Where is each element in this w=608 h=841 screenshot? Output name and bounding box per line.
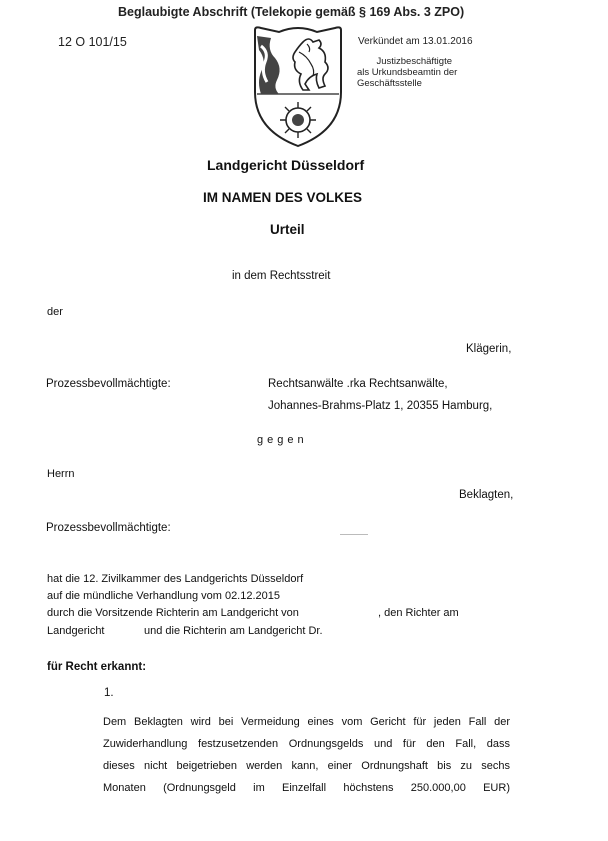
dispute-label: in dem Rechtsstreit [232,270,331,282]
announcement-date: Verkündet am 13.01.2016 [358,36,473,47]
coat-of-arms-icon [249,22,347,150]
certified-copy-label: Beglaubigte Abschrift [118,5,248,19]
fax-note: (Telekopie gemäß § 169 Abs. 3 ZPO) [247,5,465,19]
verdict-label: für Recht erkannt: [47,661,147,673]
document-header [118,5,464,19]
in-the-name-heading: IM NAMEN DES VOLKES [203,190,363,205]
paragraph-line: Dem Beklagten wird bei Vermeidung eines vom Gericht für jeden Fall der [103,716,510,728]
verdict-paragraph [103,711,510,799]
plaintiff-counsel-name: Rechtsanwälte .rka Rechtsanwälte, [268,378,448,390]
chamber-line [47,605,459,622]
plaintiff-counsel-label: Prozessbevollmächtigte: [46,378,171,390]
chamber-text: und die Richterin am Landgericht Dr. [144,624,323,637]
plaintiff-article: der [47,306,63,318]
chamber-text: durch die Vorsitzende Richterin am Landgericht von [47,607,299,620]
clerk-note: Justizbeschäftigte als Urkundsbeamtin der Geschäftsstelle [357,56,458,89]
chamber-line [47,623,323,640]
defendant-counsel-label: Prozessbevollmächtigte: [46,522,171,534]
court-name: Landgericht Düsseldorf [207,157,365,173]
versus-label: gegen [257,434,308,446]
defendant-role: Beklagten, [459,489,514,501]
case-number: 12 O 101/15 [58,35,127,49]
item-number: 1. [104,687,114,699]
chamber-statement [47,571,459,640]
paragraph-line: Zuwiderhandlung festzusetzenden Ordnungsgelds und für den Fall, dass [103,738,510,750]
defendant-article: Herrn [47,468,75,480]
chamber-text: Landgericht [47,624,105,637]
chamber-text: , den Richter am [378,607,459,620]
plaintiff-counsel-address: Johannes-Brahms-Platz 1, 20355 Hamburg, [268,400,493,412]
paragraph-line: Monaten (Ordnungsgeld im Einzelfall höchstens 250.000,00 EUR) [103,782,510,794]
redaction-mark [340,534,368,535]
paragraph-line: dieses nicht beigetrieben werden kann, einer Ordnungshaft bis zu sechs [103,760,510,772]
judgment-heading: Urteil [270,222,305,237]
chamber-line: hat die 12. Zivilkammer des Landgerichts Düsseldorf [47,573,304,585]
plaintiff-role: Klägerin, [466,343,512,355]
chamber-line: auf die mündliche Verhandlung vom 02.12.2015 [47,590,281,603]
